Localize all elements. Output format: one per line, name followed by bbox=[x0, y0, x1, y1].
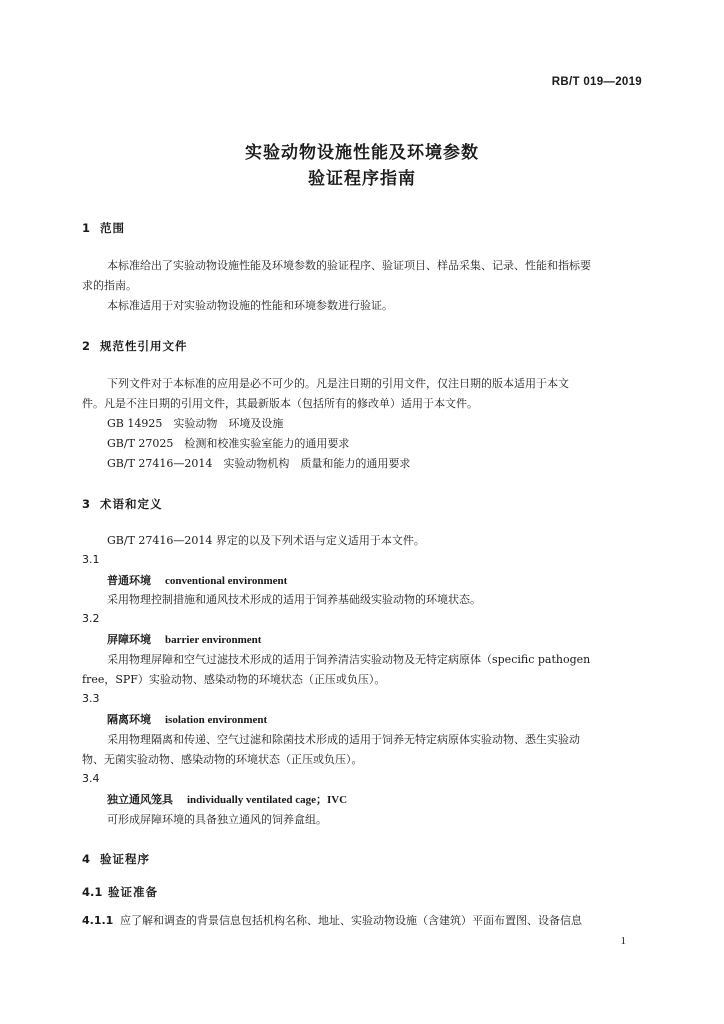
term-3-3-number: 3.3 bbox=[82, 692, 100, 705]
section-4-title: 验证程序 bbox=[100, 852, 150, 866]
term-3-2 bbox=[107, 631, 261, 647]
section-3-heading bbox=[82, 496, 163, 512]
term-en: isolation environment bbox=[165, 714, 268, 726]
section-3-intro: GB/T 27416—2014 界定的以及下列术语与定义适用于本文件。 bbox=[107, 534, 425, 547]
term-3-1-number: 3.1 bbox=[82, 553, 100, 566]
section-4-1-title: 验证准备 bbox=[108, 885, 158, 899]
section-1-number: 1 bbox=[82, 221, 91, 235]
term-zh: 独立通风笼具 bbox=[107, 793, 173, 806]
section-1-para2: 本标准适用于对实验动物设施的性能和环境参数进行验证。 bbox=[107, 299, 393, 312]
term-3-3-definition-line1: 采用物理隔离和传递、空气过滤和除菌技术形成的适用于饲养无特定病原体实验动物、悉生实验动 bbox=[107, 733, 580, 746]
section-4-number: 4 bbox=[82, 852, 91, 866]
section-2-para1-line1: 下列文件对于本标准的应用是必不可少的。凡是注日期的引用文件，仅注日期的版本适用于本文 bbox=[107, 377, 569, 390]
term-3-4-number: 3.4 bbox=[82, 772, 100, 785]
term-3-4 bbox=[107, 791, 347, 807]
term-3-2-number: 3.2 bbox=[82, 612, 100, 625]
clause-4-1-1 bbox=[82, 911, 582, 931]
term-zh: 隔离环境 bbox=[107, 713, 151, 726]
term-3-2-definition-line1: 采用物理屏障和空气过滤技术形成的适用于饲养清洁实验动物及无特定病原体（specific pathogen bbox=[107, 653, 591, 666]
term-3-1 bbox=[107, 572, 287, 588]
section-1-para1-line2: 求的指南。 bbox=[82, 279, 137, 292]
reference-item: GB/T 27025 检测和校准实验室能力的通用要求 bbox=[107, 437, 350, 450]
section-1-title: 范围 bbox=[100, 221, 125, 235]
section-2-heading bbox=[82, 338, 188, 354]
term-en: conventional environment bbox=[165, 575, 288, 587]
reference-item: GB/T 27416—2014 实验动物机构 质量和能力的通用要求 bbox=[107, 457, 411, 470]
section-3-title: 术语和定义 bbox=[100, 497, 163, 511]
section-2-title: 规范性引用文件 bbox=[100, 339, 188, 353]
standard-number: RB/T 019—2019 bbox=[551, 76, 642, 88]
section-3-number: 3 bbox=[82, 497, 91, 511]
section-4-heading bbox=[82, 851, 150, 867]
document-title-line2: 验证程序指南 bbox=[308, 169, 416, 189]
section-4-1-heading bbox=[82, 884, 158, 900]
term-zh: 屏障环境 bbox=[107, 633, 151, 646]
section-4-1-number: 4.1 bbox=[82, 885, 103, 899]
term-en: barrier environment bbox=[165, 634, 262, 646]
term-3-4-definition: 可形成屏障环境的具备独立通风的饲养盒组。 bbox=[107, 813, 327, 826]
section-2-number: 2 bbox=[82, 339, 91, 353]
section-2-para1-line2: 件。凡是不注日期的引用文件，其最新版本（包括所有的修改单）适用于本文件。 bbox=[82, 397, 478, 410]
section-1-heading bbox=[82, 220, 125, 236]
term-zh: 普通环境 bbox=[107, 574, 151, 587]
term-3-1-definition: 采用物理控制措施和通风技术形成的适用于饲养基础级实验动物的环境状态。 bbox=[107, 593, 481, 606]
term-3-3-definition-line2: 物、无菌实验动物、感染动物的环境状态（正压或负压）。 bbox=[82, 753, 363, 766]
document-title-line1: 实验动物设施性能及环境参数 bbox=[245, 143, 479, 163]
term-en: individually ventilated cage；IVC bbox=[187, 794, 348, 806]
page-number: 1 bbox=[620, 935, 626, 947]
term-3-2-definition-line2: free，SPF）实验动物、感染动物的环境状态（正压或负压）。 bbox=[82, 673, 386, 686]
term-3-3 bbox=[107, 711, 267, 727]
reference-item: GB 14925 实验动物 环境及设施 bbox=[107, 417, 284, 430]
clause-4-1-1-number: 4.1.1 bbox=[82, 914, 114, 927]
section-1-para1-line1: 本标准给出了实验动物设施性能及环境参数的验证程序、验证项目、样品采集、记录、性能和指标要 bbox=[107, 259, 591, 272]
clause-4-1-1-text: 应了解和调查的背景信息包括机构名称、地址、实验动物设施（含建筑）平面布置图、设备信息 bbox=[120, 914, 582, 927]
